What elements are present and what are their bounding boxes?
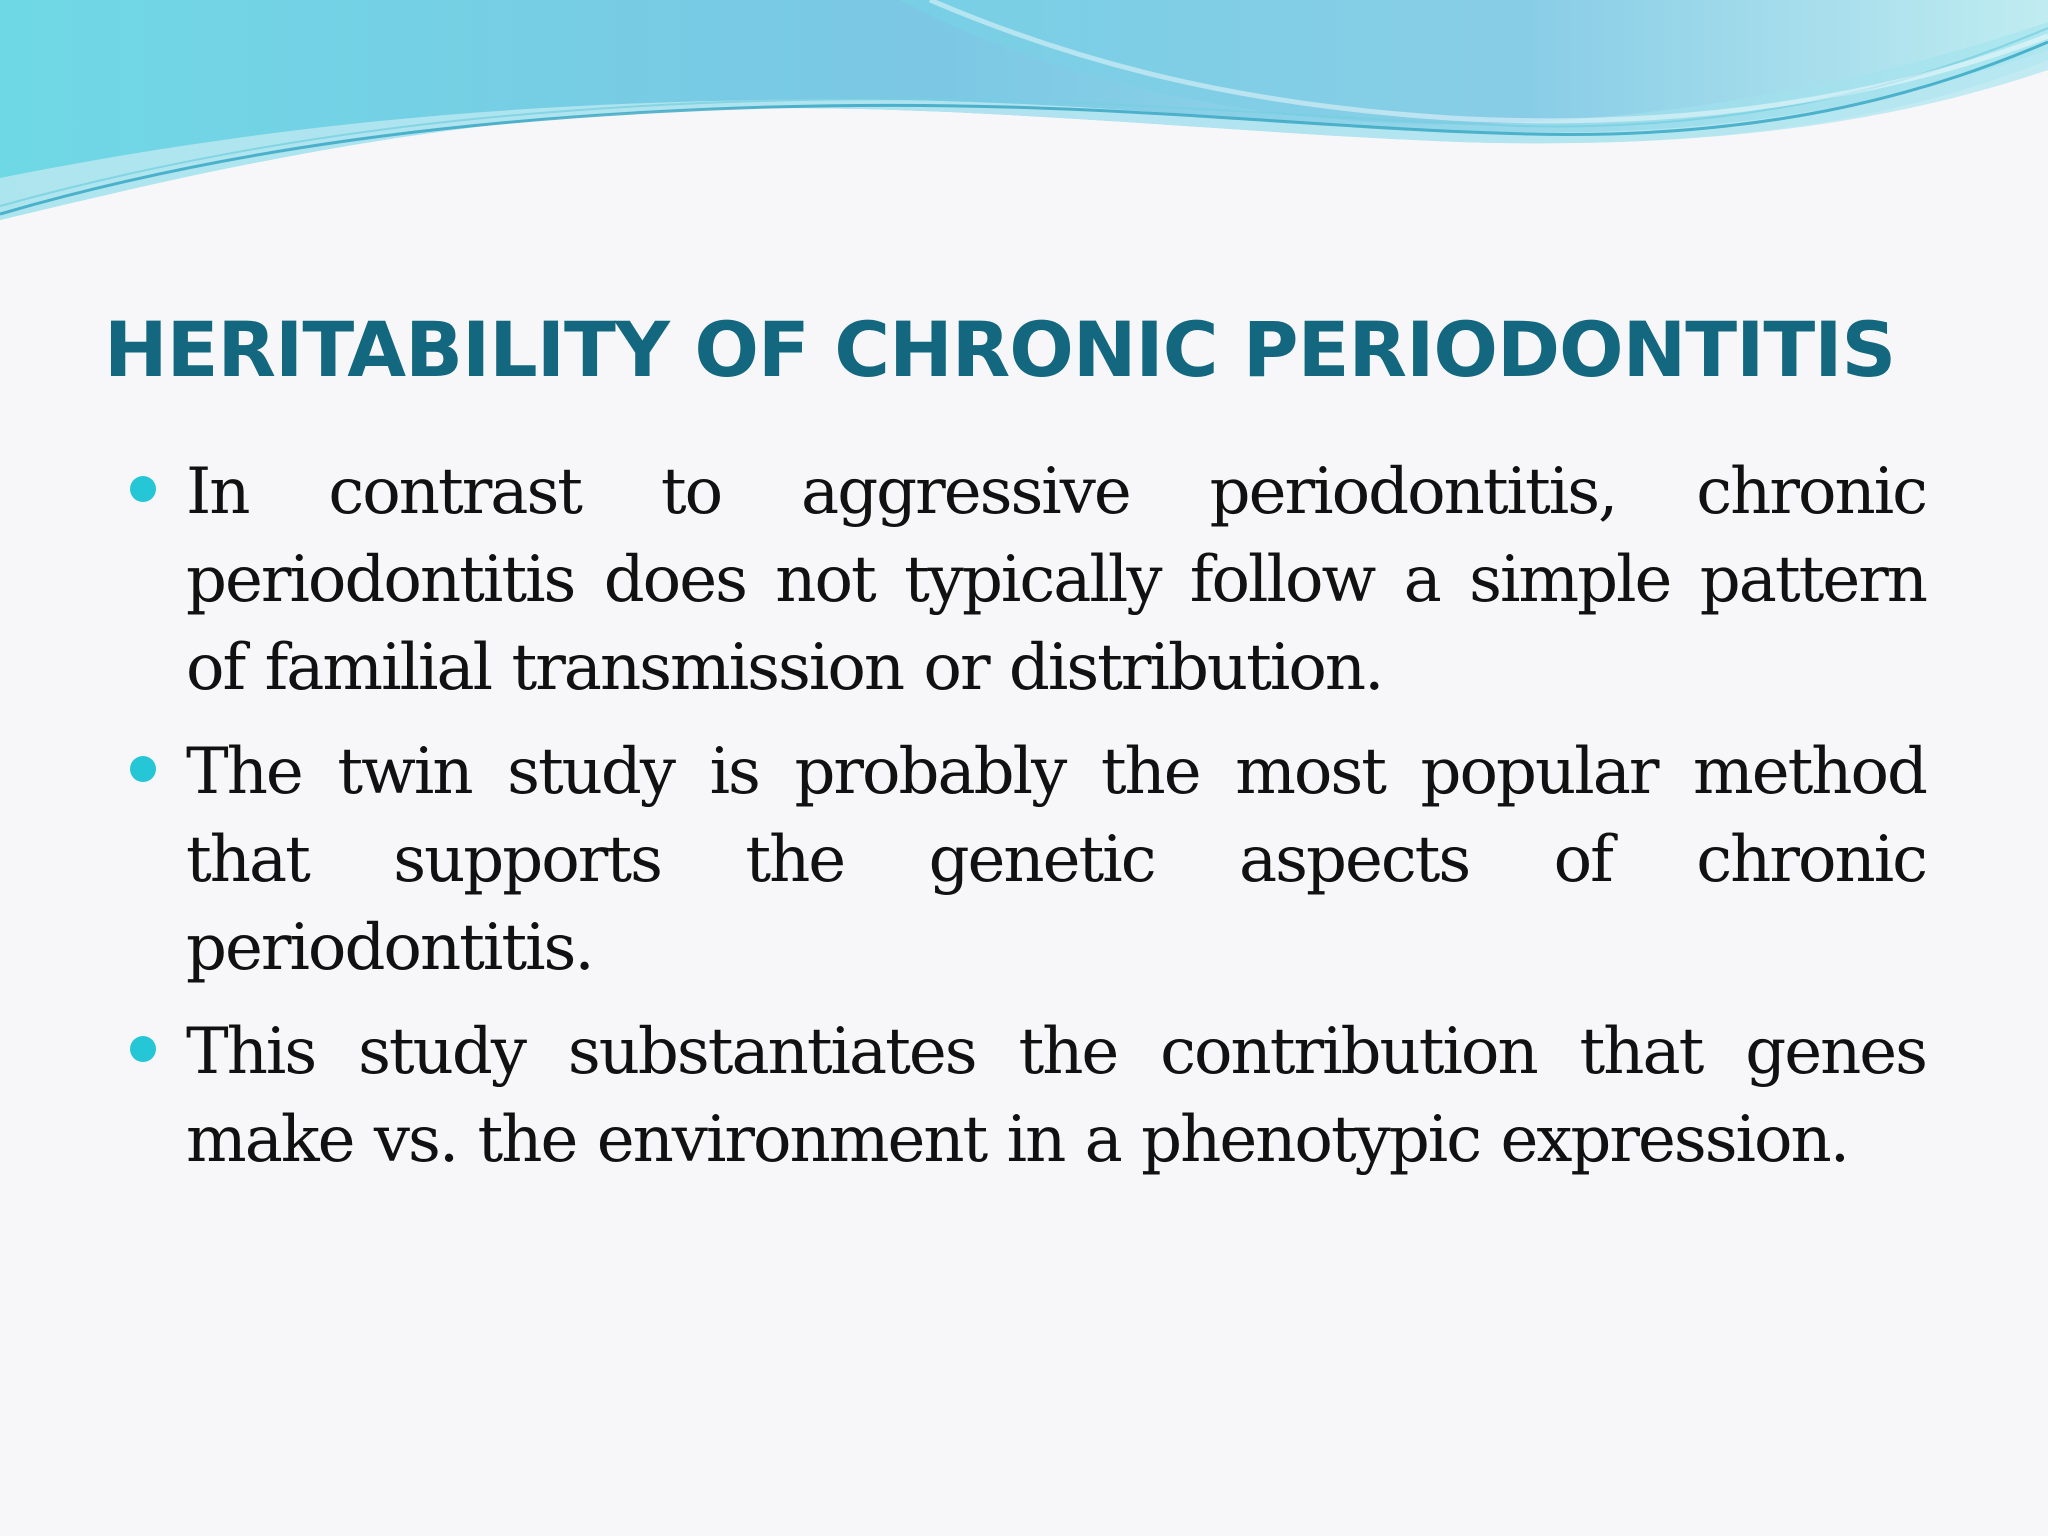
bullet-text: This study substantiates the contribution that genes make vs. the environment in a phenotypic expression. bbox=[186, 1015, 1926, 1177]
slide-title: HERITABILITY OF CHRONIC PERIODONTITIS bbox=[104, 305, 1896, 394]
header-wave-decoration bbox=[0, 0, 2048, 240]
bullet-text: The twin study is probably the most popular method that supports the genetic aspects of chronic periodontitis. bbox=[186, 735, 1926, 985]
bullet-dot-icon bbox=[130, 756, 156, 782]
bullet-item bbox=[128, 448, 1926, 712]
bullet-text: In contrast to aggressive periodontitis, chronic periodontitis does not typically follow a simple pattern of familial transmission or distribution. bbox=[186, 455, 1926, 705]
bullet-dot-icon bbox=[130, 476, 156, 502]
bullet-dot-icon bbox=[130, 1036, 156, 1062]
bullet-list bbox=[128, 448, 1926, 1200]
bullet-item bbox=[128, 1008, 1926, 1184]
bullet-item bbox=[128, 728, 1926, 992]
